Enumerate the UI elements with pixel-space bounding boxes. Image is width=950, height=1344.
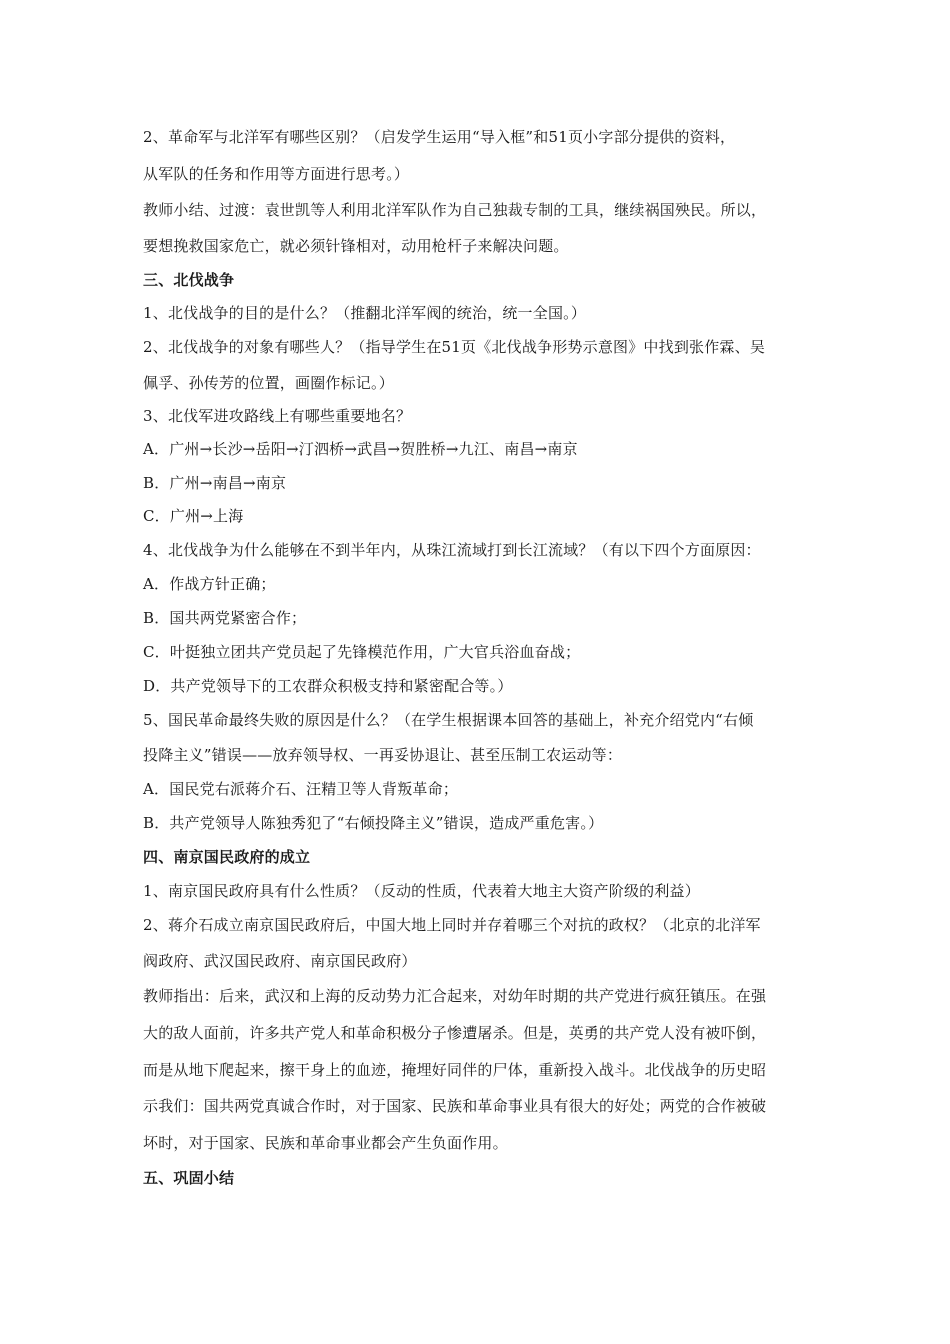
list-item: A．广州→长沙→岳阳→汀泗桥→武昌→贺胜桥→九江、南昌→南京 — [143, 440, 578, 458]
list-item: A．作战方针正确； — [143, 575, 276, 593]
paragraph-line: 教师小结、过渡：袁世凯等人利用北洋军队作为自己独裁专制的工具，继续祸国殃民。所以， — [143, 201, 767, 219]
list-item: D．共产党领导下的工农群众积极支持和紧密配合等。） — [143, 677, 513, 695]
paragraph-line: 佩孚、孙传芳的位置，画圈作标记。） — [143, 374, 394, 392]
paragraph-line: 大的敌人面前，许多共产党人和革命积极分子惨遭屠杀。但是，英勇的共产党人没有被吓倒， — [143, 1024, 767, 1042]
paragraph-line: 4、北伐战争为什么能够在不到半年内，从珠江流域打到长江流域？（有以下四个方面原因： — [143, 541, 761, 559]
paragraph-line: 5、国民革命最终失败的原因是什么？（在学生根据课本回答的基础上，补充介绍党内“右倾 — [143, 711, 754, 729]
list-item: A．国民党右派蒋介石、汪精卫等人背叛革命； — [143, 780, 459, 798]
paragraph-line: 阀政府、武汉国民政府、南京国民政府） — [143, 952, 417, 970]
paragraph-line: 2、蒋介石成立南京国民政府后，中国大地上同时并存着哪三个对抗的政权？（北京的北洋军 — [143, 916, 761, 934]
paragraph-line: 从军队的任务和作用等方面进行思考。） — [143, 165, 410, 183]
paragraph-line: 1、南京国民政府具有什么性质？（反动的性质，代表着大地主大资产阶级的利益） — [143, 882, 700, 900]
paragraph-line: 要想挽救国家危亡，就必须针锋相对，动用枪杆子来解决问题。 — [143, 237, 569, 255]
section-heading: 四、南京国民政府的成立 — [143, 848, 311, 866]
paragraph-line: 而是从地下爬起来，擦干身上的血迹，掩埋好同伴的尸体，重新投入战斗。北伐战争的历史昭 — [143, 1061, 767, 1079]
paragraph-line: 1、北伐战争的目的是什么？（推翻北洋军阀的统治，统一全国。） — [143, 304, 587, 322]
paragraph-line: 坏时，对于国家、民族和革命事业都会产生负面作用。 — [143, 1134, 508, 1152]
paragraph-line: 教师指出：后来，武汉和上海的反动势力汇合起来，对幼年时期的共产党进行疯狂镇压。在强 — [143, 987, 767, 1005]
paragraph-line: 2、北伐战争的对象有哪些人？（指导学生在51页《北伐战争形势示意图》中找到张作霖、吴 — [143, 338, 766, 356]
paragraph-line: 2、革命军与北洋军有哪些区别？（启发学生运用“导入框”和51页小字部分提供的资料， — [143, 128, 736, 146]
paragraph-line: 示我们：国共两党真诚合作时，对于国家、民族和革命事业具有很大的好处；两党的合作被破 — [143, 1097, 767, 1115]
paragraph-line: 投降主义”错误——放弃领导权、一再妥协退让、甚至压制工农运动等： — [143, 746, 623, 764]
list-item: C．叶挺独立团共产党员起了先锋模范作用，广大官兵浴血奋战； — [143, 643, 581, 661]
section-heading: 五、巩固小结 — [143, 1169, 235, 1187]
paragraph-line: 3、北伐军进攻路线上有哪些重要地名？ — [143, 407, 412, 425]
list-item: C．广州→上海 — [143, 507, 244, 525]
list-item: B．国共两党紧密合作； — [143, 609, 307, 627]
section-heading: 三、北伐战争 — [143, 271, 235, 289]
list-item: B．共产党领导人陈独秀犯了“右倾投降主义”错误，造成严重危害。） — [143, 814, 604, 832]
list-item: B．广州→南昌→南京 — [143, 474, 287, 492]
